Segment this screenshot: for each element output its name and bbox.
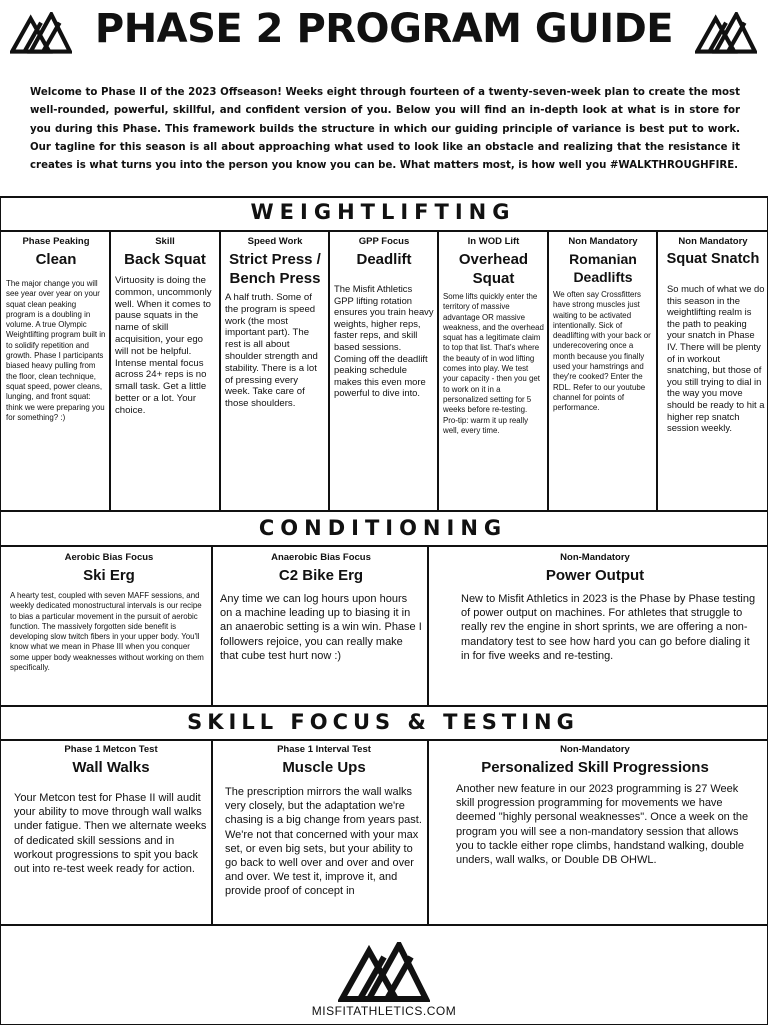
divider: [0, 924, 768, 926]
item-category: Non Mandatory: [678, 236, 748, 247]
item-description: The major change you will see year over year on your squat clean peaking program is a doubling in volume. A true Olympic Weightlifting program built in to solidify repetition and growth. Phase I participants biased heavy pulling from the floor, clean technique, squat speed, power cleans, lunging, and front squat: think we were preparing you for something? :): [6, 279, 106, 422]
weightlifting-item-romanian-deadlifts: [553, 236, 653, 506]
item-exercise: Ski Erg: [83, 567, 135, 584]
item-exercise: Wall Walks: [72, 759, 150, 776]
item-exercise: Muscle Ups: [282, 759, 366, 776]
divider: [0, 739, 768, 741]
item-category: Aerobic Bias Focus: [64, 552, 154, 563]
skill-item-wall-walks: [14, 744, 208, 922]
item-description: Any time we can log hours upon hours on a machine leading up to biasing it in an anaerobic setting is a win win. Phase I followers rejoice, you can really make that cube test hurt now :): [220, 593, 422, 662]
weightlifting-item-deadlift: [334, 236, 434, 506]
item-description: A half truth. Some of the program is speed work (the most important part). The rest is all about shoulder strength and stability. There is a lot of pressing every week. Take care of those shoulders.: [225, 292, 318, 410]
intro-paragraph: Welcome to Phase II of the 2023 Offseason! Weeks eight through fourteen of a twenty-seven-week plan to create the most well-rounded, powerful, skillful, and confident version of you. Below you will find an in-depth look at what is in store for you during this Phase. This framework builds the structure in which our guiding principle of variance is best put to work. Our tagline for this season is all about approaching what used to look like an obstacle and realizing that the resistance it creates is what turns you into the person you know you can be. What matters most, is how well you #WALKTHROUGHFIRE.: [30, 87, 740, 172]
weightlifting-item-squat-snatch: [661, 236, 765, 506]
misfit-logo-icon: [695, 12, 757, 54]
website-link[interactable]: MISFITATHLETICS.COM: [311, 1004, 457, 1018]
item-description: The prescription mirrors the wall walks very closely, but the adaptation we're chasing is a big change from years past. We're not that concerned with your max set, or even big sets, but your ability to go back to well over and over and over and over. We test it, improve it, and provide proof of concept in: [225, 786, 422, 898]
item-exercise: Overhead Squat: [458, 251, 529, 287]
item-description: New to Misfit Athletics in 2023 is the Phase by Phase testing of power output on machines. For athletes that struggle to really rev the engine in short sprints, we are offering a non-mandatory test to see how hard you can go before dialing it in for five weeks and re-testing.: [461, 593, 756, 662]
item-exercise: Clean: [35, 251, 77, 268]
item-category: Non Mandatory: [568, 236, 638, 247]
divider: [0, 230, 768, 232]
item-exercise: Personalized Skill Progressions: [481, 759, 709, 776]
weightlifting-item-strict-press: [225, 236, 325, 506]
item-description: We often say Crossfitters have strong muscles just waiting to be activated intentionally. Sick of deadlifting with your back or underecovering once a month because you finally used your hamstrings and they're cooked? Enter the RDL. Refer to our youtube channel for points of performance.: [553, 290, 651, 413]
misfit-logo-icon: [338, 942, 430, 1002]
item-exercise: Strict Press / Bench Press: [229, 251, 321, 287]
section-heading-skill: SKILL FOCUS & TESTING: [187, 710, 579, 734]
item-exercise: C2 Bike Erg: [278, 567, 364, 584]
item-category: Non-Mandatory: [560, 744, 630, 755]
item-exercise: Romanian Deadlifts: [569, 251, 637, 285]
item-category: Non-Mandatory: [560, 552, 630, 563]
item-category: Skill: [155, 236, 175, 247]
item-description: The Misfit Athletics GPP lifting rotation ensures you train heavy weights, higher reps, faster reps, and skill based sessions. Coming off the deadlift peaking schedule makes this even more powerful to dive into.: [334, 283, 434, 399]
item-description: A hearty test, coupled with seven MAFF sessions, and weekly dedicated monostructural intervals is our recipe to bias a particular movement in the pursuit of aerobic function. The massively forgotten side benefit is developing slow twitch fibers in your upper body. You'll know what we mean in Phase III when you conquer some upper body weaknesses without working on them specifically.: [10, 591, 204, 673]
item-description: Another new feature in our 2023 programming is 27 Week skill progression programming for movements we have deemed "highly personal weaknesses". Once a week on the program you will see a non-mandatory session that allows you to tackle either rope climbs, handstand walking, double unders, wall walks, or Double DB OHWL.: [456, 783, 749, 867]
item-exercise: Squat Snatch: [666, 251, 760, 267]
divider: [0, 705, 768, 707]
weightlifting-item-overhead-squat: [443, 236, 544, 506]
page-header: [0, 0, 768, 68]
item-category: In WOD Lift: [467, 236, 520, 247]
section-heading-conditioning: CONDITIONING: [258, 516, 508, 540]
item-category: Phase 1 Interval Test: [277, 744, 371, 755]
item-exercise: Deadlift: [356, 251, 412, 268]
item-description: Virtuosity is doing the common, uncommonly well. When it comes to pause squats in the name of skill acquisition, your ego will not be helpful. Intense mental focus across 24+ reps is no small task. Get a little better or a lot. Your choice.: [115, 275, 212, 416]
item-category: Phase 1 Metcon Test: [64, 744, 158, 755]
skill-item-muscle-ups: [225, 744, 423, 904]
weightlifting-item-clean: [6, 236, 106, 506]
divider: [0, 196, 768, 198]
item-exercise: Power Output: [545, 567, 645, 584]
divider: [0, 545, 768, 547]
section-heading-weightlifting: WEIGHTLIFTING: [250, 200, 516, 224]
item-category: GPP Focus: [358, 236, 410, 247]
item-description: So much of what we do this season in the weightlifting realm is the path to peaking your snatch in Phase IV. There will be plenty of in workout snatching, but those of you still trying to dial in the way you move should be ready to hit a higher rep snatch session weekly.: [667, 283, 765, 434]
weightlifting-item-back-squat: [115, 236, 215, 506]
page-title: PHASE 2 PROGRAM GUIDE: [94, 6, 674, 52]
conditioning-item-ski-erg: [10, 552, 208, 702]
item-category: Phase Peaking: [22, 236, 90, 247]
item-description: Some lifts quickly enter the territory of massive advantage OR massive weakness, and the overhead squat has a legitimate claim to top that list. That's where the beauty of in wod lifting comes into play. We test your capacity - then you get to work on it in a personalized setting for 5 weeks before re-testing. Pro-tip: warm it up really well, every time.: [443, 292, 544, 435]
item-exercise: Back Squat: [124, 251, 206, 268]
conditioning-item-power-output: [434, 552, 756, 702]
item-description: Your Metcon test for Phase II will audit your ability to move through wall walks under fatigue. Then we alternate weeks of dedicated skill sessions and in workout progressions to spit you back out into re-test week ready for action.: [14, 792, 207, 876]
item-category: Anaerobic Bias Focus: [271, 552, 371, 563]
skill-item-personalized-skill-progressions: [434, 744, 756, 922]
item-category: Speed Work: [247, 236, 303, 247]
divider: [0, 510, 768, 512]
conditioning-item-c2-bike-erg: [220, 552, 422, 702]
